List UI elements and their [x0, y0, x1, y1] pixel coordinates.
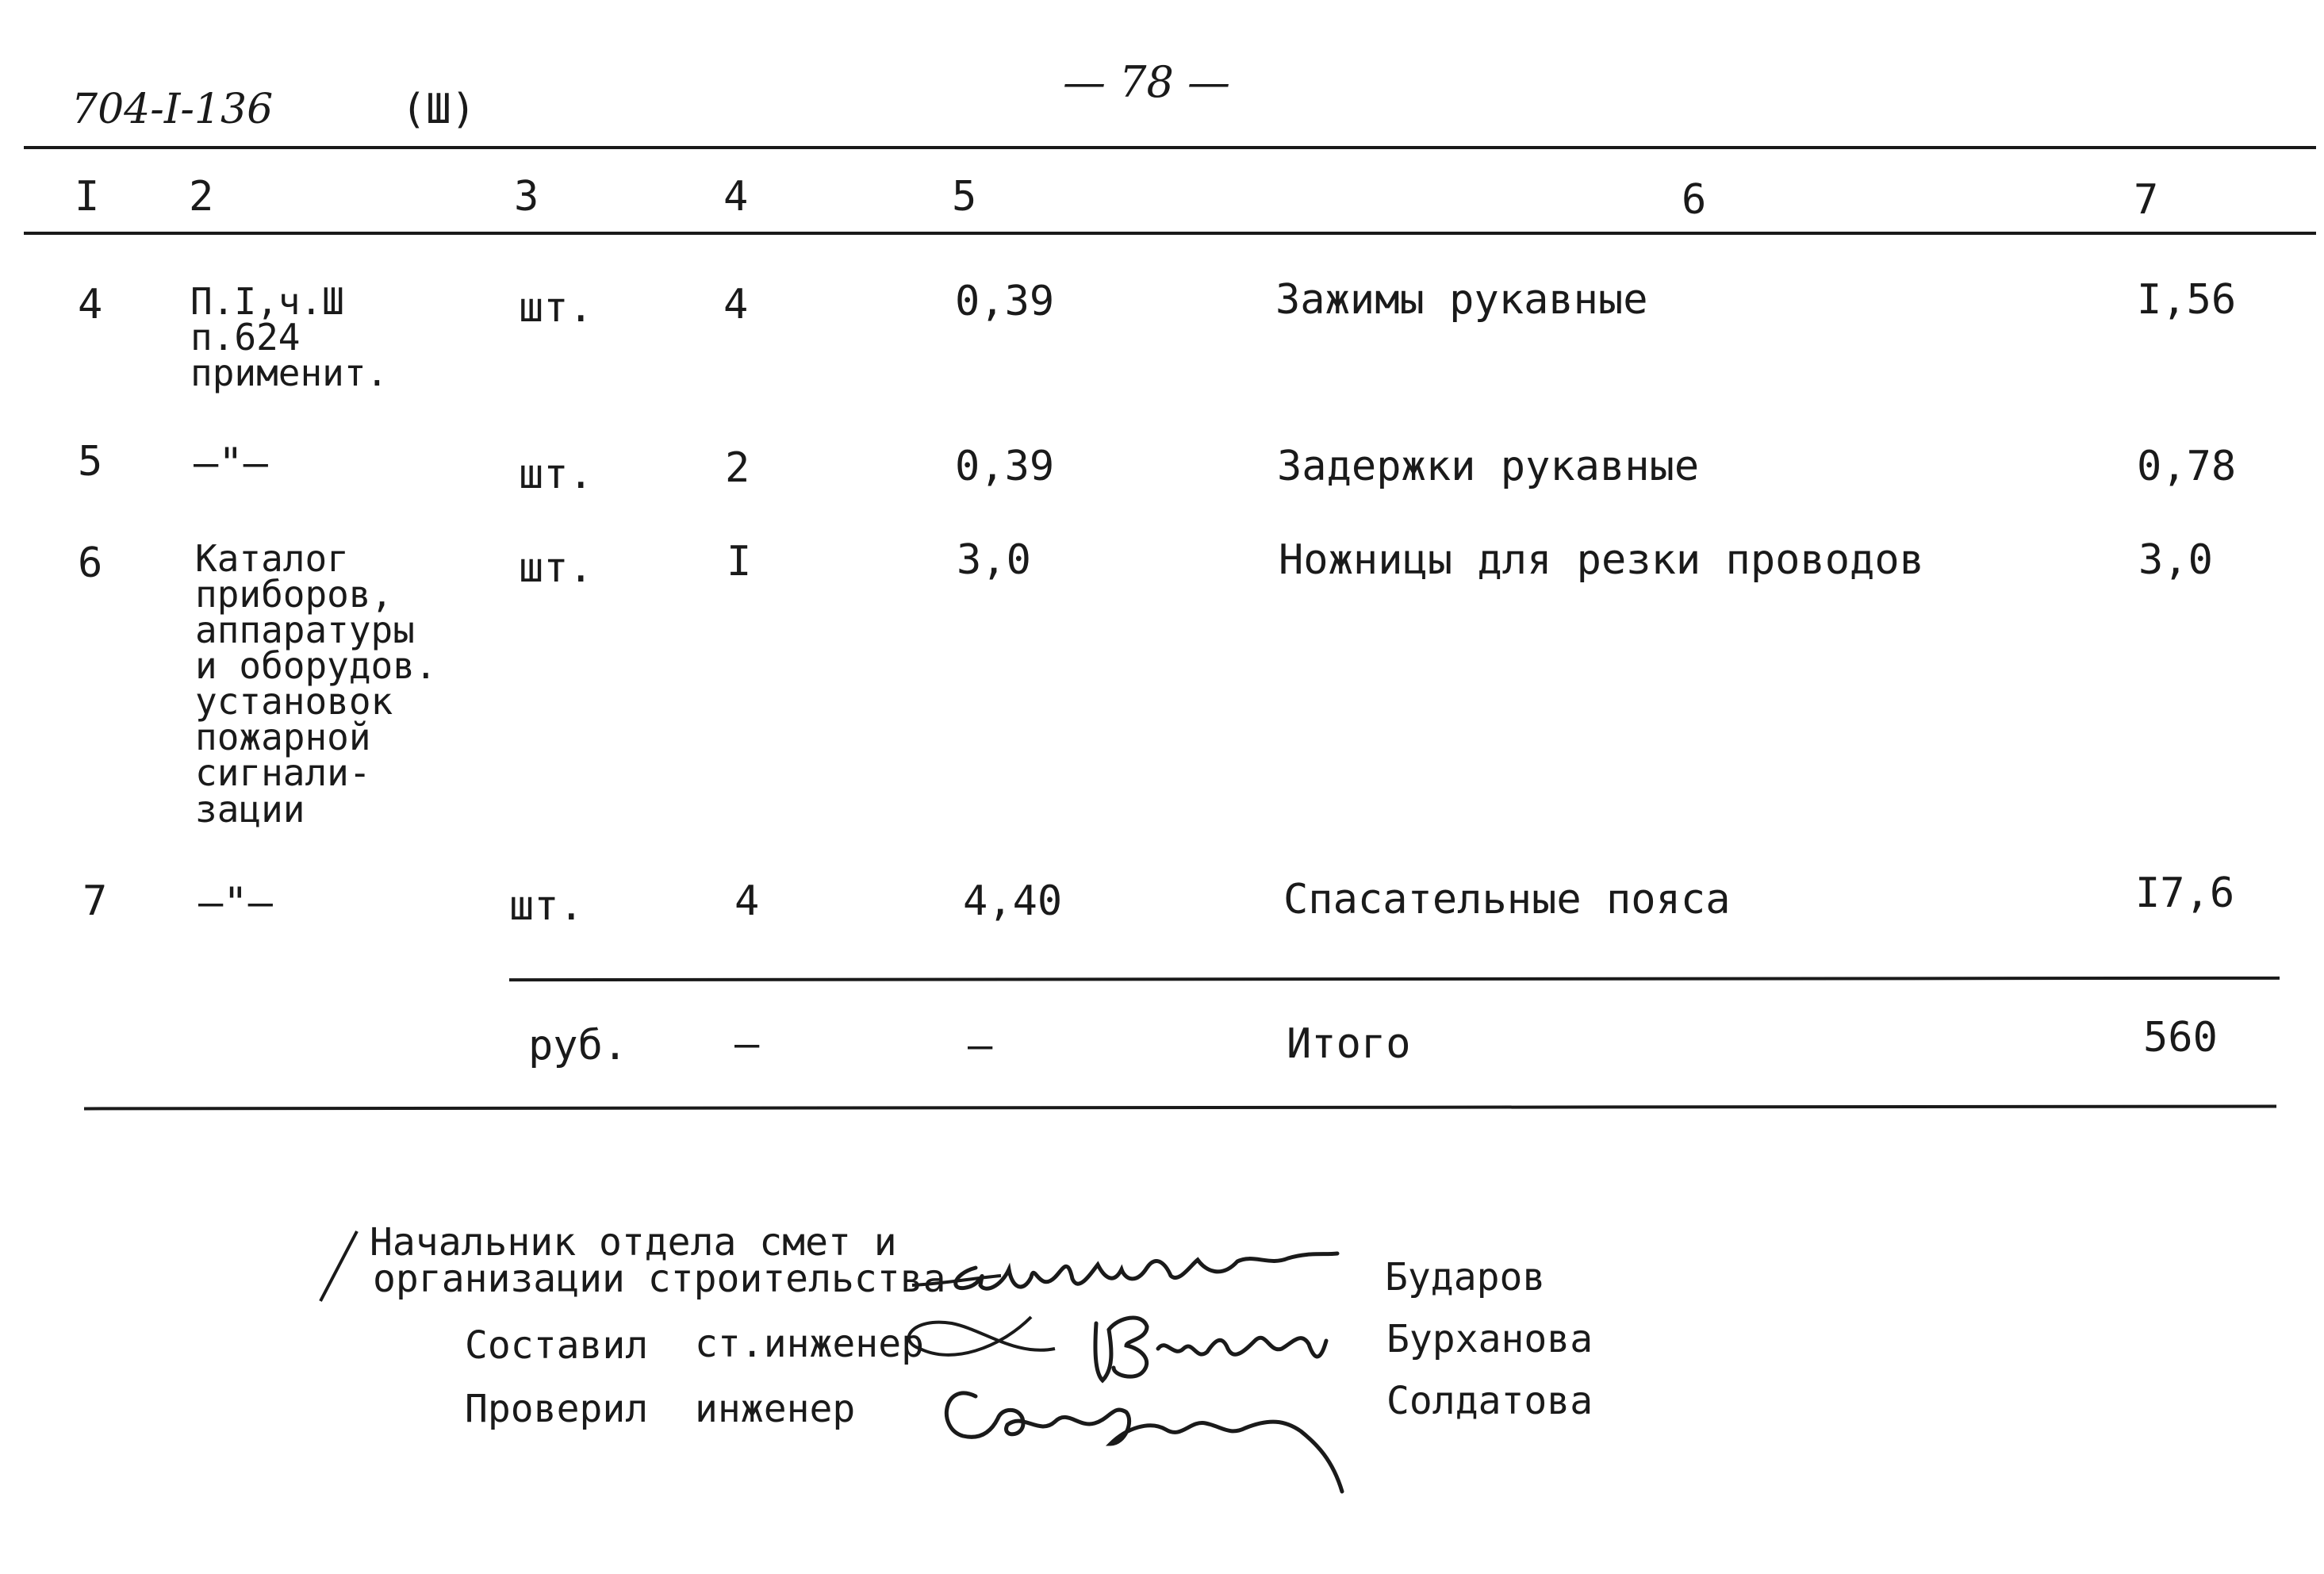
col-header-5: 5 — [952, 173, 977, 221]
row-name: Спасательные пояса — [1283, 876, 1731, 923]
signature-name-2: Бурханова — [1386, 1317, 1593, 1361]
row-number: 7 — [82, 877, 108, 925]
row-name: Задержки рукавные — [1277, 443, 1700, 490]
row-total: 0,78 — [2137, 443, 2237, 490]
total-unit: руб. — [528, 1022, 628, 1069]
signature-title-line1: Начальник отдела смет и — [370, 1220, 897, 1265]
col-header-4: 4 — [723, 173, 749, 221]
signature-name-3: Солдатова — [1386, 1379, 1593, 1423]
signature-title-2: ст.инженер — [695, 1322, 924, 1366]
page-number: — 78 — — [1063, 57, 1231, 107]
row-quantity: 4 — [723, 281, 749, 328]
col-header-6: 6 — [1682, 176, 1707, 224]
row-quantity: I — [727, 538, 752, 585]
row-name: Зажимы рукавные — [1275, 276, 1648, 324]
col-header-3: 3 — [514, 173, 539, 221]
col-header-2: 2 — [189, 173, 214, 221]
row-quantity: 4 — [734, 877, 760, 925]
row-unit: шт. — [509, 882, 584, 930]
document-code: 704-I-136 — [71, 86, 274, 133]
row-number: 5 — [78, 438, 103, 486]
row-total: I7,6 — [2135, 870, 2235, 917]
row-unit: шт. — [519, 284, 593, 332]
row-unit: шт. — [519, 451, 593, 498]
row-price: 4,40 — [963, 877, 1063, 925]
row-unit: шт. — [519, 544, 593, 592]
col-header-1: I — [75, 173, 100, 221]
signature-title-3: инженер — [695, 1387, 856, 1431]
row-total: 3,0 — [2138, 536, 2213, 584]
row-number: 6 — [78, 539, 103, 587]
row-reference: Каталог приборов, аппаратуры и оборудов. установок пожарной сигнали- зации — [195, 537, 437, 831]
col-header-7: 7 — [2134, 176, 2159, 224]
total-price: – — [968, 1022, 993, 1069]
document-part: (Ш) — [401, 86, 476, 133]
row-price: 3,0 — [957, 536, 1031, 584]
signature-name-1: Бударов — [1385, 1255, 1546, 1300]
row-name: Ножницы для резки проводов — [1279, 536, 1924, 584]
signature-role-3: Проверил — [465, 1387, 649, 1431]
row-number: 4 — [78, 281, 103, 328]
row-quantity: 2 — [725, 444, 750, 492]
row-reference: –"– — [194, 440, 268, 487]
row-price: 0,39 — [955, 443, 1055, 490]
total-quantity: – — [734, 1020, 760, 1068]
row-reference: П.I,ч.Ш п.624 применит. — [190, 280, 389, 395]
signature-title-line2: организации строительства — [373, 1257, 946, 1301]
row-price: 0,39 — [955, 278, 1055, 325]
row-reference: –"– — [198, 879, 273, 927]
total-value: 560 — [2143, 1014, 2218, 1061]
row-total: I,56 — [2137, 276, 2237, 324]
signature-role-2: Составил — [465, 1323, 649, 1368]
total-label: Итого — [1287, 1020, 1411, 1068]
